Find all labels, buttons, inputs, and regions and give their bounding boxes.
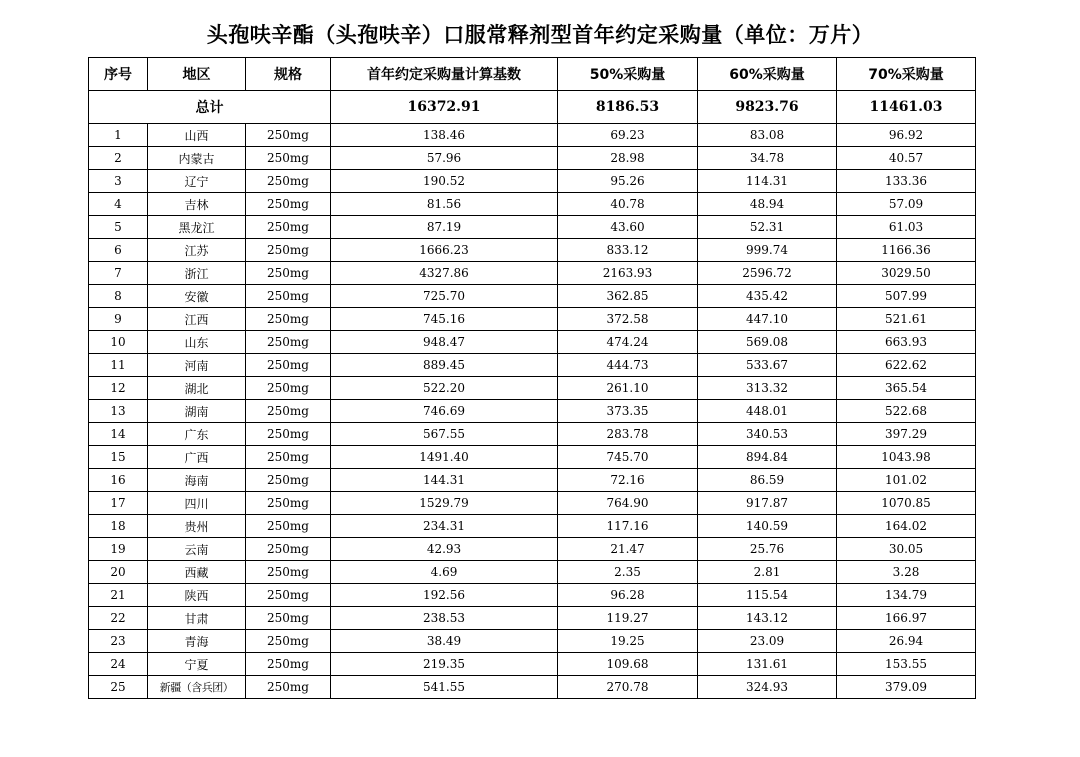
cell-spec: 250mg <box>246 653 331 676</box>
cell-60: 140.59 <box>698 515 837 538</box>
cell-seq: 21 <box>89 584 148 607</box>
cell-spec: 250mg <box>246 446 331 469</box>
cell-base: 81.56 <box>331 193 558 216</box>
cell-50: 109.68 <box>558 653 698 676</box>
cell-70: 40.57 <box>837 147 976 170</box>
cell-spec: 250mg <box>246 676 331 699</box>
cell-region: 湖南 <box>148 400 246 423</box>
cell-spec: 250mg <box>246 400 331 423</box>
table-row <box>89 561 976 584</box>
cell-60: 115.54 <box>698 584 837 607</box>
cell-base: 745.16 <box>331 308 558 331</box>
cell-seq: 15 <box>89 446 148 469</box>
cell-60: 86.59 <box>698 469 837 492</box>
total-50: 8186.53 <box>558 91 698 124</box>
cell-seq: 6 <box>89 239 148 262</box>
cell-60: 533.67 <box>698 354 837 377</box>
cell-70: 101.02 <box>837 469 976 492</box>
cell-seq: 22 <box>89 607 148 630</box>
cell-70: 365.54 <box>837 377 976 400</box>
cell-spec: 250mg <box>246 147 331 170</box>
cell-70: 96.92 <box>837 124 976 147</box>
cell-seq: 3 <box>89 170 148 193</box>
cell-50: 72.16 <box>558 469 698 492</box>
cell-spec: 250mg <box>246 377 331 400</box>
cell-region: 辽宁 <box>148 170 246 193</box>
cell-50: 362.85 <box>558 285 698 308</box>
cell-base: 1666.23 <box>331 239 558 262</box>
cell-50: 95.26 <box>558 170 698 193</box>
cell-region: 贵州 <box>148 515 246 538</box>
cell-70: 521.61 <box>837 308 976 331</box>
cell-50: 2.35 <box>558 561 698 584</box>
table-row <box>89 354 976 377</box>
cell-region: 广东 <box>148 423 246 446</box>
table-row <box>89 262 976 285</box>
cell-base: 522.20 <box>331 377 558 400</box>
cell-50: 833.12 <box>558 239 698 262</box>
header-50: 50%采购量 <box>558 58 698 91</box>
cell-spec: 250mg <box>246 262 331 285</box>
cell-60: 435.42 <box>698 285 837 308</box>
cell-base: 192.56 <box>331 584 558 607</box>
cell-seq: 2 <box>89 147 148 170</box>
cell-region: 广西 <box>148 446 246 469</box>
total-row <box>89 91 976 124</box>
cell-60: 114.31 <box>698 170 837 193</box>
cell-region: 湖北 <box>148 377 246 400</box>
cell-base: 219.35 <box>331 653 558 676</box>
cell-seq: 11 <box>89 354 148 377</box>
cell-70: 57.09 <box>837 193 976 216</box>
cell-70: 397.29 <box>837 423 976 446</box>
table-row <box>89 377 976 400</box>
cell-base: 1491.40 <box>331 446 558 469</box>
cell-70: 1166.36 <box>837 239 976 262</box>
cell-region: 吉林 <box>148 193 246 216</box>
cell-region: 江苏 <box>148 239 246 262</box>
table-row <box>89 584 976 607</box>
cell-50: 444.73 <box>558 354 698 377</box>
cell-60: 999.74 <box>698 239 837 262</box>
table-row <box>89 400 976 423</box>
cell-60: 131.61 <box>698 653 837 676</box>
cell-base: 746.69 <box>331 400 558 423</box>
cell-region: 黑龙江 <box>148 216 246 239</box>
header-row <box>89 58 976 91</box>
total-70: 11461.03 <box>837 91 976 124</box>
table-row <box>89 676 976 699</box>
cell-seq: 8 <box>89 285 148 308</box>
cell-base: 238.53 <box>331 607 558 630</box>
cell-70: 1043.98 <box>837 446 976 469</box>
cell-50: 764.90 <box>558 492 698 515</box>
cell-spec: 250mg <box>246 124 331 147</box>
cell-seq: 5 <box>89 216 148 239</box>
cell-70: 153.55 <box>837 653 976 676</box>
cell-60: 447.10 <box>698 308 837 331</box>
table-row <box>89 630 976 653</box>
cell-50: 69.23 <box>558 124 698 147</box>
cell-seq: 13 <box>89 400 148 423</box>
cell-60: 313.32 <box>698 377 837 400</box>
cell-50: 43.60 <box>558 216 698 239</box>
table-row <box>89 239 976 262</box>
cell-50: 2163.93 <box>558 262 698 285</box>
cell-70: 507.99 <box>837 285 976 308</box>
cell-seq: 9 <box>89 308 148 331</box>
cell-seq: 18 <box>89 515 148 538</box>
cell-region: 江西 <box>148 308 246 331</box>
cell-base: 948.47 <box>331 331 558 354</box>
cell-60: 340.53 <box>698 423 837 446</box>
cell-spec: 250mg <box>246 193 331 216</box>
header-region: 地区 <box>148 58 246 91</box>
cell-base: 42.93 <box>331 538 558 561</box>
header-60: 60%采购量 <box>698 58 837 91</box>
cell-region: 陕西 <box>148 584 246 607</box>
cell-spec: 250mg <box>246 423 331 446</box>
table-row <box>89 607 976 630</box>
cell-region: 云南 <box>148 538 246 561</box>
cell-base: 87.19 <box>331 216 558 239</box>
table-row <box>89 193 976 216</box>
cell-region: 安徽 <box>148 285 246 308</box>
cell-region: 浙江 <box>148 262 246 285</box>
cell-seq: 12 <box>89 377 148 400</box>
table-row <box>89 653 976 676</box>
cell-60: 894.84 <box>698 446 837 469</box>
cell-70: 133.36 <box>837 170 976 193</box>
cell-50: 19.25 <box>558 630 698 653</box>
cell-region: 内蒙古 <box>148 147 246 170</box>
table-row <box>89 285 976 308</box>
header-spec: 规格 <box>246 58 331 91</box>
cell-70: 1070.85 <box>837 492 976 515</box>
cell-50: 373.35 <box>558 400 698 423</box>
cell-base: 1529.79 <box>331 492 558 515</box>
table-row <box>89 331 976 354</box>
table-row <box>89 423 976 446</box>
cell-70: 663.93 <box>837 331 976 354</box>
cell-base: 4.69 <box>331 561 558 584</box>
cell-spec: 250mg <box>246 170 331 193</box>
cell-region: 青海 <box>148 630 246 653</box>
cell-spec: 250mg <box>246 515 331 538</box>
cell-70: 134.79 <box>837 584 976 607</box>
cell-50: 270.78 <box>558 676 698 699</box>
cell-base: 144.31 <box>331 469 558 492</box>
cell-70: 3.28 <box>837 561 976 584</box>
cell-region: 西藏 <box>148 561 246 584</box>
page-title: 头孢呋辛酯（头孢呋辛）口服常释剂型首年约定采购量（单位：万片） <box>206 23 874 47</box>
cell-50: 283.78 <box>558 423 698 446</box>
cell-seq: 17 <box>89 492 148 515</box>
cell-base: 57.96 <box>331 147 558 170</box>
cell-spec: 250mg <box>246 630 331 653</box>
cell-spec: 250mg <box>246 308 331 331</box>
cell-base: 234.31 <box>331 515 558 538</box>
cell-50: 40.78 <box>558 193 698 216</box>
table-row <box>89 124 976 147</box>
cell-base: 889.45 <box>331 354 558 377</box>
table-row <box>89 538 976 561</box>
cell-50: 119.27 <box>558 607 698 630</box>
cell-spec: 250mg <box>246 216 331 239</box>
cell-50: 28.98 <box>558 147 698 170</box>
cell-seq: 24 <box>89 653 148 676</box>
cell-60: 83.08 <box>698 124 837 147</box>
cell-region: 甘肃 <box>148 607 246 630</box>
cell-70: 26.94 <box>837 630 976 653</box>
cell-base: 4327.86 <box>331 262 558 285</box>
cell-60: 2596.72 <box>698 262 837 285</box>
table-row <box>89 308 976 331</box>
table-row <box>89 469 976 492</box>
cell-70: 379.09 <box>837 676 976 699</box>
cell-region: 山西 <box>148 124 246 147</box>
cell-50: 372.58 <box>558 308 698 331</box>
header-base: 首年约定采购量计算基数 <box>331 58 558 91</box>
cell-70: 166.97 <box>837 607 976 630</box>
cell-seq: 16 <box>89 469 148 492</box>
cell-70: 3029.50 <box>837 262 976 285</box>
cell-spec: 250mg <box>246 331 331 354</box>
cell-region: 山东 <box>148 331 246 354</box>
cell-60: 48.94 <box>698 193 837 216</box>
cell-60: 2.81 <box>698 561 837 584</box>
cell-50: 474.24 <box>558 331 698 354</box>
cell-spec: 250mg <box>246 285 331 308</box>
cell-seq: 10 <box>89 331 148 354</box>
cell-50: 117.16 <box>558 515 698 538</box>
cell-base: 725.70 <box>331 285 558 308</box>
total-60: 9823.76 <box>698 91 837 124</box>
cell-region: 四川 <box>148 492 246 515</box>
cell-seq: 19 <box>89 538 148 561</box>
cell-spec: 250mg <box>246 584 331 607</box>
table-row <box>89 446 976 469</box>
total-label: 总计 <box>89 91 331 124</box>
cell-60: 52.31 <box>698 216 837 239</box>
header-70: 70%采购量 <box>837 58 976 91</box>
cell-base: 190.52 <box>331 170 558 193</box>
cell-60: 25.76 <box>698 538 837 561</box>
cell-seq: 1 <box>89 124 148 147</box>
cell-spec: 250mg <box>246 239 331 262</box>
cell-base: 567.55 <box>331 423 558 446</box>
cell-50: 96.28 <box>558 584 698 607</box>
cell-70: 622.62 <box>837 354 976 377</box>
table-row <box>89 492 976 515</box>
table-row <box>89 147 976 170</box>
procurement-table <box>88 57 976 699</box>
cell-60: 143.12 <box>698 607 837 630</box>
cell-seq: 20 <box>89 561 148 584</box>
header-seq: 序号 <box>89 58 148 91</box>
cell-seq: 14 <box>89 423 148 446</box>
cell-spec: 250mg <box>246 354 331 377</box>
cell-spec: 250mg <box>246 607 331 630</box>
table-row <box>89 515 976 538</box>
table-row <box>89 170 976 193</box>
cell-60: 324.93 <box>698 676 837 699</box>
table-row <box>89 216 976 239</box>
cell-region: 海南 <box>148 469 246 492</box>
cell-base: 541.55 <box>331 676 558 699</box>
cell-spec: 250mg <box>246 492 331 515</box>
cell-60: 34.78 <box>698 147 837 170</box>
cell-60: 448.01 <box>698 400 837 423</box>
cell-region: 河南 <box>148 354 246 377</box>
cell-spec: 250mg <box>246 538 331 561</box>
cell-60: 23.09 <box>698 630 837 653</box>
cell-50: 21.47 <box>558 538 698 561</box>
cell-50: 745.70 <box>558 446 698 469</box>
total-base: 16372.91 <box>331 91 558 124</box>
cell-seq: 7 <box>89 262 148 285</box>
cell-70: 522.68 <box>837 400 976 423</box>
cell-70: 61.03 <box>837 216 976 239</box>
cell-60: 569.08 <box>698 331 837 354</box>
cell-seq: 25 <box>89 676 148 699</box>
cell-70: 30.05 <box>837 538 976 561</box>
cell-70: 164.02 <box>837 515 976 538</box>
cell-seq: 4 <box>89 193 148 216</box>
cell-spec: 250mg <box>246 561 331 584</box>
cell-spec: 250mg <box>246 469 331 492</box>
cell-base: 138.46 <box>331 124 558 147</box>
cell-region: 新疆（含兵团） <box>148 676 246 699</box>
cell-seq: 23 <box>89 630 148 653</box>
cell-60: 917.87 <box>698 492 837 515</box>
cell-base: 38.49 <box>331 630 558 653</box>
cell-region: 宁夏 <box>148 653 246 676</box>
cell-50: 261.10 <box>558 377 698 400</box>
